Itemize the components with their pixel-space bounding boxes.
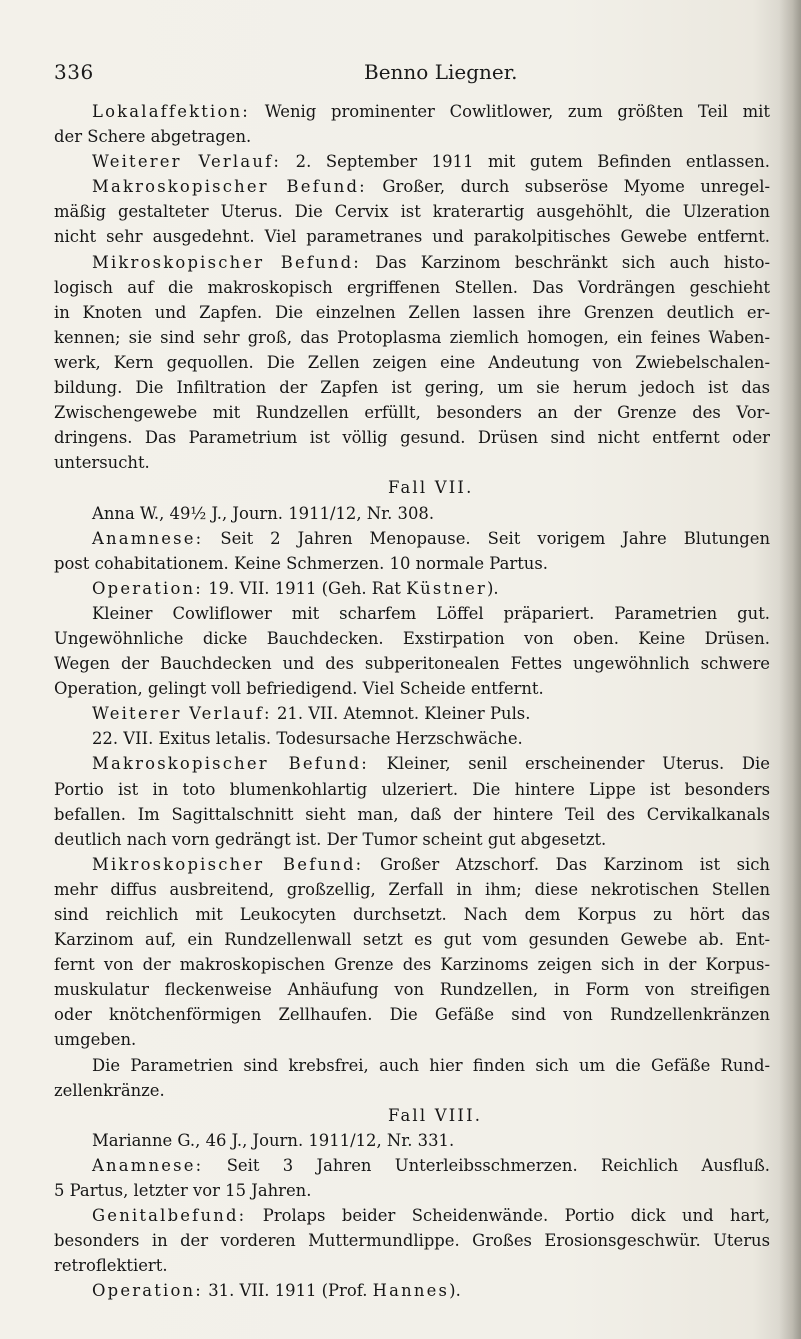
spaced-term: Makroskopischer Befund:	[92, 754, 370, 774]
spaced-term: Mikroskopischer Befund:	[92, 854, 364, 874]
text-run: in Knoten und Zapfen. Die einzelnen Zellen lassen ihre Grenzen deutlich er-	[54, 302, 770, 322]
text-line	[54, 174, 770, 199]
page-number: 336	[54, 60, 94, 84]
running-title: Benno Liegner.	[364, 60, 518, 84]
spaced-term: Mikroskopischer Befund:	[92, 252, 362, 272]
text-line	[54, 501, 770, 526]
text-line	[54, 877, 770, 902]
text-run: Die Parametrien sind krebsfrei, auch hier finden sich um die Gefäße Rund-	[92, 1055, 770, 1075]
text-line	[54, 1228, 770, 1253]
text-run: 5 Partus, letzter vor 15 Jahren.	[54, 1181, 312, 1201]
text-run: Kleiner, senil erscheinender Uterus. Die	[369, 754, 770, 774]
text-run: Kleiner Cowliflower mit scharfem Löffel präpariert. Parametrien gut.	[92, 603, 770, 623]
spaced-term: Küstner	[406, 578, 488, 598]
text-line	[54, 199, 770, 224]
body-text	[54, 99, 770, 1304]
text-run: Seit 3 Jahren Unterleibsschmerzen. Reichlich Ausfluß.	[203, 1155, 770, 1175]
text-run: bildung. Die Infiltration der Zapfen ist gering, um sie herum jedoch ist das	[54, 378, 770, 398]
spaced-term: Weiterer Verlauf:	[92, 152, 282, 172]
text-run: der Schere abgetragen.	[54, 127, 252, 147]
text-run: retroflektiert.	[54, 1256, 168, 1276]
section-heading	[54, 475, 770, 500]
text-run: 2. September 1911 mit gutem Befinden entlassen.	[281, 152, 770, 172]
text-line	[54, 952, 770, 977]
text-line	[54, 626, 770, 651]
text-run: Ungewöhnliche dicke Bauchdecken. Exstirpation von oben. Keine Drüsen.	[54, 628, 770, 648]
text-line	[54, 350, 770, 375]
text-run: befallen. Im Sagittalschnitt sieht man, daß der hintere Teil des Cervikalkanals	[54, 804, 770, 824]
text-run: Das Karzinom beschränkt sich auch histo-	[361, 252, 770, 272]
spaced-term: Operation:	[92, 1281, 204, 1301]
text-run: Großer, durch subseröse Myome unregel-	[366, 177, 770, 197]
text-run: Wegen der Bauchdecken und des subperitonealen Fettes ungewöhnlich schwere	[54, 654, 770, 674]
page-edge-shadow	[779, 0, 801, 1339]
text-run: Karzinom auf, ein Rundzellenwall setzt es gut vom gesunden Gewebe ab. Ent-	[54, 930, 770, 950]
text-line	[54, 1027, 770, 1052]
text-line	[54, 1002, 770, 1027]
text-line	[54, 777, 770, 802]
text-line	[54, 99, 770, 124]
text-run: Zwischengewebe mit Rundzellen erfüllt, besonders an der Grenze des Vor-	[54, 403, 770, 423]
text-run: post cohabitationem. Keine Schmerzen. 10 normale Partus.	[54, 553, 548, 573]
text-run: oder knötchenförmigen Zellhaufen. Die Gefäße sind von Rundzellenkränzen	[54, 1005, 770, 1025]
text-line	[54, 1253, 770, 1278]
text-run: 19. VII. 1911 (Geh. Rat	[203, 578, 407, 598]
text-line	[54, 1203, 770, 1228]
spaced-term: Weiterer Verlauf:	[92, 704, 272, 724]
text-run: Prolaps beider Scheidenwände. Portio dick und hart,	[246, 1206, 770, 1226]
spaced-term: Anamnese:	[92, 528, 204, 548]
text-line	[54, 275, 770, 300]
text-run: 21. VII. Atemnot. Kleiner Puls.	[271, 704, 531, 724]
text-line	[54, 375, 770, 400]
text-line	[54, 224, 770, 249]
spaced-term: Makroskopischer Befund:	[92, 177, 367, 197]
text-line	[54, 651, 770, 676]
text-run: 22. VII. Exitus letalis. Todesursache Herzschwäche.	[92, 729, 523, 749]
text-line	[54, 425, 770, 450]
text-line	[54, 551, 770, 576]
text-line	[54, 325, 770, 350]
text-line	[54, 250, 770, 275]
text-line	[54, 676, 770, 701]
text-run: mäßig gestalteter Uterus. Die Cervix ist kraterartig ausgehöhlt, die Ulzeration	[54, 202, 770, 222]
text-line	[54, 300, 770, 325]
text-run: kennen; sie sind sehr groß, das Protoplasma ziemlich homogen, ein feines Waben-	[54, 327, 770, 347]
text-run: Marianne G., 46 J., Journ. 1911/12, Nr. 331.	[92, 1130, 455, 1150]
text-line	[54, 1128, 770, 1153]
text-run: ).	[449, 1281, 461, 1301]
text-line	[54, 751, 770, 776]
text-run: nicht sehr ausgedehnt. Viel parametranes und parakolpitisches Gewebe entfernt.	[54, 227, 770, 247]
text-run: Großer Atzschorf. Das Karzinom ist sich	[363, 854, 770, 874]
text-line	[54, 400, 770, 425]
text-run: deutlich nach vorn gedrängt ist. Der Tumor scheint gut abgesetzt.	[54, 829, 607, 849]
text-line	[54, 701, 770, 726]
text-run: fernt von der makroskopischen Grenze des Karzinoms zeigen sich in der Korpus-	[54, 955, 770, 975]
text-run: logisch auf die makroskopisch ergriffenen Stellen. Das Vordrängen geschieht	[54, 277, 770, 297]
spaced-term: Anamnese:	[92, 1155, 204, 1175]
text-run: Anna W., 49½ J., Journ. 1911/12, Nr. 308.	[92, 503, 435, 523]
text-line	[54, 852, 770, 877]
text-line	[54, 576, 770, 601]
spaced-term: Lokalaffektion:	[92, 102, 251, 121]
text-run: Portio ist in toto blumenkohlartig ulzeriert. Die hintere Lippe ist besonders	[54, 779, 770, 799]
text-run: umgeben.	[54, 1030, 137, 1050]
text-line	[54, 526, 770, 551]
text-line	[54, 902, 770, 927]
spaced-term: Fall VIII.	[388, 1105, 483, 1125]
text-line	[54, 1278, 770, 1303]
text-run: besonders in der vorderen Muttermundlippe. Großes Erosionsgeschwür. Uterus	[54, 1231, 770, 1251]
text-line	[54, 1078, 770, 1103]
text-line	[54, 726, 770, 751]
text-run: sind reichlich mit Leukocyten durchsetzt. Nach dem Korpus zu hört das	[54, 905, 770, 924]
text-line	[54, 977, 770, 1002]
text-run: dringens. Das Parametrium ist völlig gesund. Drüsen sind nicht entfernt oder	[54, 428, 770, 448]
spaced-term: Hannes	[372, 1281, 450, 1301]
spaced-term: Genitalbefund:	[92, 1206, 247, 1226]
spaced-term: Fall VII.	[388, 478, 474, 498]
running-header	[54, 56, 734, 92]
text-line	[54, 1053, 770, 1078]
text-line	[54, 601, 770, 626]
text-line	[54, 827, 770, 852]
text-run: ).	[487, 578, 499, 598]
text-run: werk, Kern gequollen. Die Zellen zeigen eine Andeutung von Zwiebelschalen-	[54, 352, 770, 372]
text-line	[54, 124, 770, 149]
text-line	[54, 1178, 770, 1203]
text-run: Operation, gelingt voll befriedigend. Viel Scheide entfernt.	[54, 679, 544, 699]
text-line	[54, 802, 770, 827]
text-line	[54, 450, 770, 475]
text-line	[54, 149, 770, 174]
text-line	[54, 1153, 770, 1178]
spaced-term: Operation:	[92, 578, 204, 598]
section-heading	[54, 1103, 770, 1128]
text-run: 31. VII. 1911 (Prof.	[203, 1281, 373, 1301]
text-run: untersucht.	[54, 453, 150, 473]
text-run: zellenkränze.	[54, 1080, 165, 1100]
text-line	[54, 927, 770, 952]
text-run: mehr diffus ausbreitend, großzellig, Zerfall in ihm; diese nekrotischen Stellen	[54, 879, 770, 899]
text-run: Seit 2 Jahren Menopause. Seit vorigem Jahre Blutungen	[203, 528, 770, 548]
text-run: muskulatur fleckenweise Anhäufung von Rundzellen, in Form von streifigen	[54, 980, 770, 1000]
text-run: Wenig prominenter Cowlitlower, zum größten Teil mit	[250, 102, 770, 121]
